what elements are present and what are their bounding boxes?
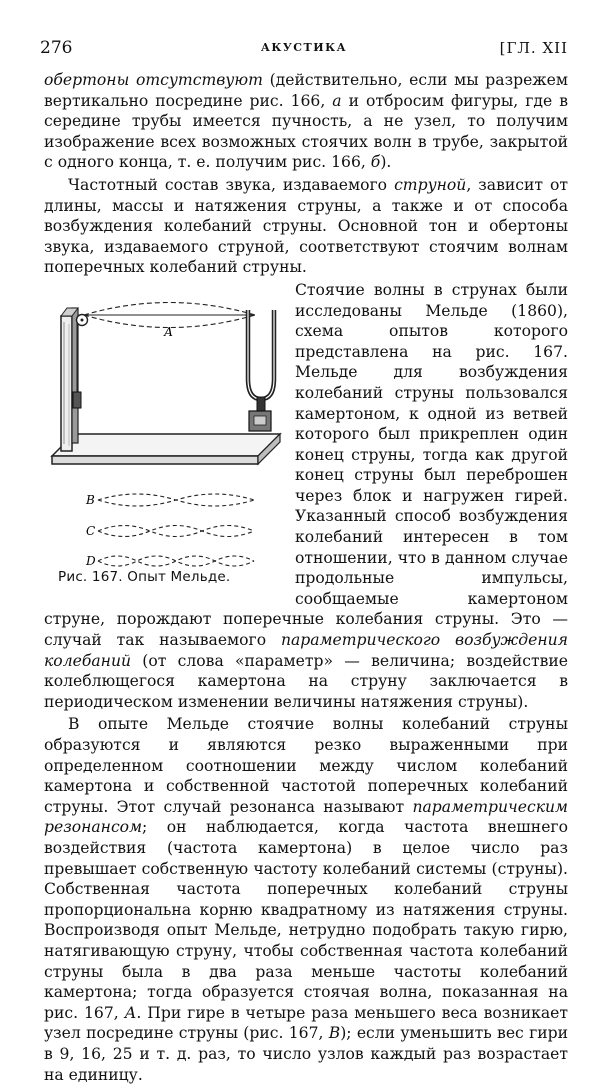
post-front (61, 316, 72, 451)
emphasis: струной (394, 175, 467, 194)
paragraph-1 (44, 70, 568, 173)
pulley-axle (81, 318, 84, 321)
emphasis: параметрического возбуждения колебаний (44, 631, 569, 670)
text-run: . При гире в четыре раза меньшего веса возникает узел посредине струны (рис. 167, (44, 1003, 568, 1043)
text-run: Стоячие волны в струнах были исследованы Мельде (1860), схема опытов которого представлена на рис. 167. Мельде для возбуждения колебаний струны пользовался камертоном, к одной из ветвей которого был прикреплен один конец струны, тогда как другой конец струны был переброшен через блок и нагружен гирей. Указанный способ возбуждения колебаний интересен в том отношении, что в данном случае продольные импульсы, сообщаемые камертоном струне, порождают поперечные колебания струны. Это — случай так называемого (44, 280, 568, 650)
wave-D-1 (98, 556, 254, 566)
chapter-marker: [ГЛ. XII (499, 39, 568, 57)
emphasis: обертоны отсутствуют (44, 71, 263, 89)
figure-167 (44, 284, 287, 604)
emphasis: параметрическим резонансом (44, 797, 568, 837)
label-C: С (86, 523, 96, 538)
emphasis: а (332, 91, 342, 110)
fork-stand-plate (254, 416, 266, 425)
tuning-fork-icon (248, 310, 274, 399)
text-run: ; он наблюдается, когда частота внешнего воздействия (частота камертона) в целое число раз превышает собственную частоту колебаний системы (струны). Собственная частота поперечных колебаний струны пропорциональна корню квадратному из натяжения струны. Воспроизводя опыт Мельде, нетрудно подобрать такую гирю, натягивающую струну, чтобы собственная частота колебаний струны была в два раза меньше частоты колебаний камертона; тогда образуется стоячая волна, показанная на рис. 167, (44, 818, 568, 1022)
text-run: Частотный состав звука, издаваемого (68, 175, 395, 194)
text-run: , зависит от длины, массы и натяжения струны, а также и от способа возбуждения колебаний струны. Основной тон и обертоны звука, издаваемого струной, соответствуют стоячим волнам поперечных колебаний струны. (44, 175, 568, 277)
base-board-front (52, 456, 258, 464)
emphasis: А (124, 1003, 137, 1022)
figure-caption: Рис. 167. Опыт Мельде. (58, 568, 231, 585)
label-D: D (86, 553, 96, 568)
wave-B-2 (98, 494, 254, 506)
wave-envelope-upper (84, 302, 255, 315)
text-run: (действительно, если мы разрежем вертикально посредине рис. 166, (44, 71, 569, 110)
text-run: ). (380, 153, 392, 172)
paragraph-2 (44, 175, 568, 278)
text-run: В опыте Мельде стоячие волны колебаний струны образуются и являются резко выраженными при определенном соотношении между числом колебаний камертона и собственной частотой поперечных колебаний струны. Этот случай резонанса называют (44, 715, 568, 816)
base-board-top (52, 434, 280, 456)
text-run: ); если уменьшить вес гири в 9, 16, 25 и т. д. раз, то число узлов каждый раз возрастает на единицу. (44, 1024, 569, 1084)
melde-apparatus-illustration (44, 284, 287, 604)
fork-stem (257, 397, 265, 411)
page-body (44, 70, 568, 1085)
text-run: и отбросим фигуры, где в середине трубы имеется пучность, а не узел, то получим изображение всех возможных стоячих волн в трубе, закрытой с одного конца, т. е. получим рис. 166, (44, 91, 569, 172)
wave-D-2 (98, 556, 254, 566)
page-number: 276 (40, 38, 73, 58)
label-A: А (164, 324, 174, 339)
paragraph-4 (44, 714, 568, 1085)
running-title: АКУСТИКА (260, 41, 348, 54)
emphasis: б (370, 153, 381, 172)
wave-C-2 (98, 525, 254, 536)
page-header (40, 38, 568, 60)
label-B: В (86, 492, 95, 507)
wave-C-1 (98, 525, 254, 536)
emphasis: В (328, 1024, 341, 1043)
tuning-fork-highlight (248, 310, 274, 399)
text-run: (от слова «параметр» — величина; воздействие колеблющегося камертона на струну заключается в периодическом изменении величины натяжения струны). (44, 651, 568, 711)
weight-icon (73, 392, 81, 408)
